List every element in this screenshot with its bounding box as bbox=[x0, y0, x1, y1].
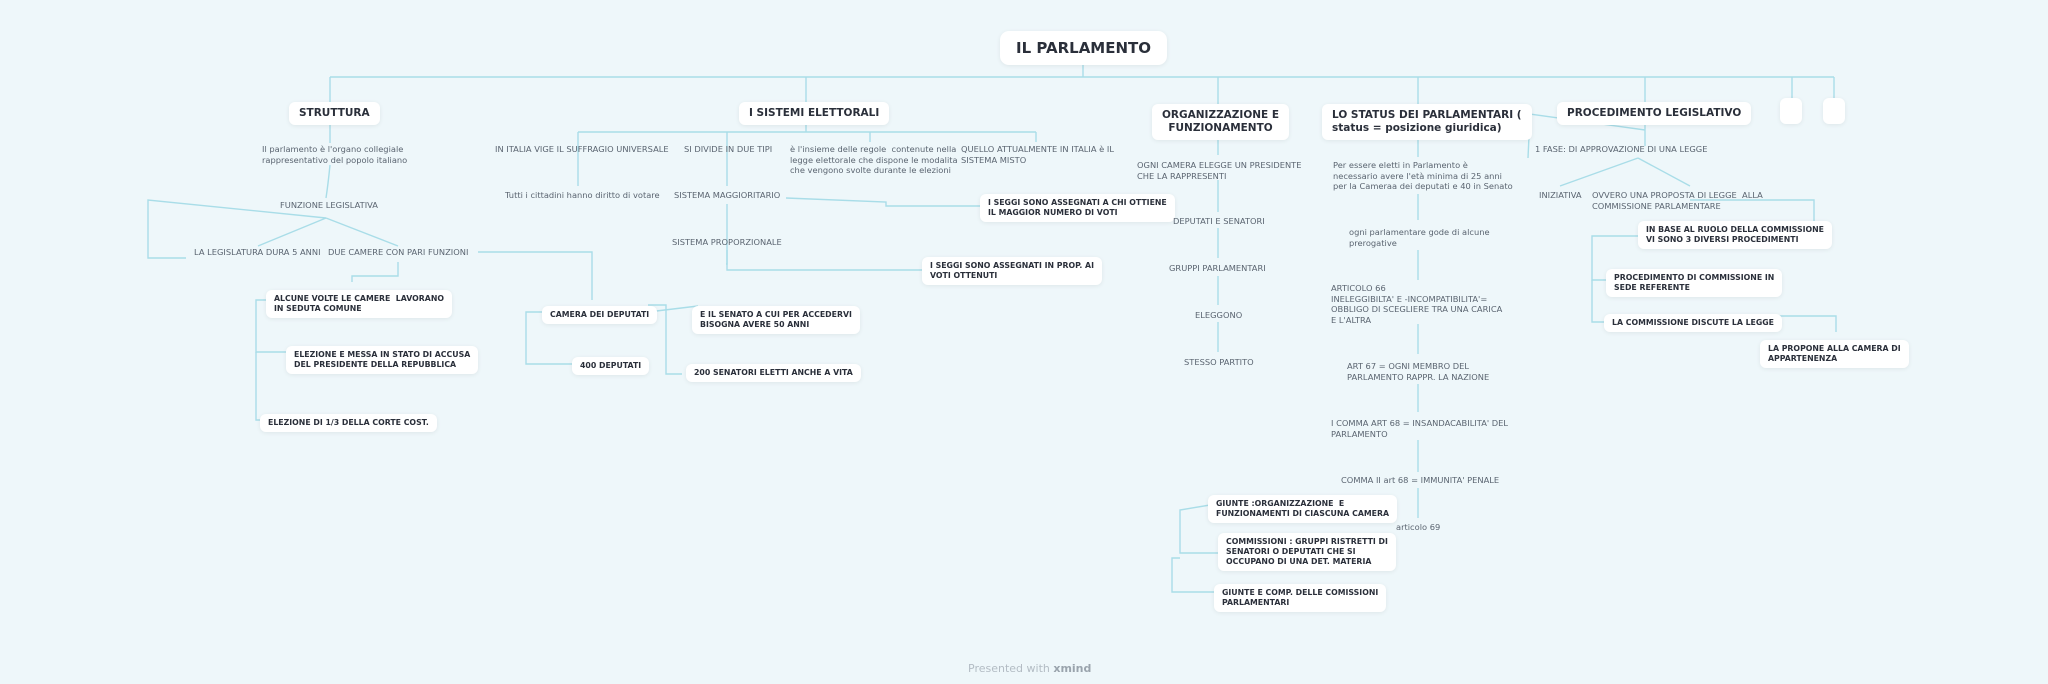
elezione-corte-cost[interactable]: ELEZIONE DI 1/3 DELLA CORTE COST. bbox=[260, 414, 437, 432]
propone-alla-camera[interactable]: LA PROPONE ALLA CAMERA DI APPARTENENZA bbox=[1760, 340, 1909, 368]
200-senatori[interactable]: 200 SENATORI ELETTI ANCHE A VITA bbox=[686, 364, 861, 382]
sistema-misto: QUELLO ATTUALMENTE IN ITALIA è IL SISTEMA MISTO bbox=[961, 144, 1114, 165]
iniziativa: INIZIATIVA bbox=[1539, 190, 1582, 200]
senato[interactable]: E IL SENATO A CUI PER ACCEDERVI BISOGNA AVERE 50 ANNI bbox=[692, 306, 860, 334]
suffragio-universale: IN ITALIA VIGE IL SUFFRAGIO UNIVERSALE bbox=[495, 144, 669, 154]
sistema-proporzionale: SISTEMA PROPORZIONALE bbox=[672, 237, 782, 247]
topic-organizzazione-label: ORGANIZZAZIONE E FUNZIONAMENTO bbox=[1162, 109, 1280, 134]
due-tipi: SI DIVIDE IN DUE TIPI bbox=[684, 144, 773, 154]
xmind-brand: xmind bbox=[1053, 662, 1092, 675]
topic-procedimento-legislativo[interactable]: PROCEDIMENTO LEGISLATIVO bbox=[1557, 102, 1751, 125]
proposta-di-legge: OVVERO UNA PROPOSTA DI LEGGE ALLA COMMISSIONE PARLAMENTARE bbox=[1592, 190, 1763, 211]
empty-topic-2[interactable] bbox=[1823, 98, 1845, 124]
topic-status-parlamentari[interactable] bbox=[1322, 104, 1532, 140]
stesso-partito: STESSO PARTITO bbox=[1184, 357, 1254, 367]
insieme-regole: è l'insieme delle regole contenute nella legge elettorale che dispone le modalita che vengono svolte durante le elezioni bbox=[790, 144, 958, 175]
presented-with-xmind bbox=[968, 662, 1091, 675]
topic-sistemi-elettorali[interactable]: I SISTEMI ELETTORALI bbox=[739, 102, 889, 125]
articolo-69: articolo 69 bbox=[1396, 522, 1441, 532]
400-deputati[interactable]: 400 DEPUTATI bbox=[572, 357, 649, 375]
articolo-66: ARTICOLO 66 INELEGGIBILTA' E -INCOMPATIBILITA'= OBBLIGO DI SCEGLIERE TRA UNA CARICA E L'ALTRA bbox=[1331, 283, 1503, 325]
prerogative: ogni parlamentare gode di alcune prerogative bbox=[1349, 227, 1490, 248]
commissione-discute[interactable]: LA COMMISSIONE DISCUTE LA LEGGE bbox=[1604, 314, 1782, 332]
funzione-legislativa: FUNZIONE LEGISLATIVA bbox=[280, 200, 378, 210]
articolo-68-comma-1: I COMMA ART 68 = INSANDACABILITA' DEL PARLAMENTO bbox=[1331, 418, 1509, 439]
articolo-67: ART 67 = OGNI MEMBRO DEL PARLAMENTO RAPPR. LA NAZIONE bbox=[1347, 361, 1490, 382]
elezione-presidente[interactable]: ELEZIONE E MESSA IN STATO DI ACCUSA DEL PRESIDENTE DELLA REPUBBLICA bbox=[286, 346, 478, 374]
struttura-intro: Il parlamento è l'organo collegiale rappresentativo del popolo italiano bbox=[262, 144, 408, 165]
legislatura-5-anni: LA LEGISLATURA DURA 5 ANNI bbox=[194, 247, 321, 257]
sede-referente[interactable]: PROCEDIMENTO DI COMMISSIONE IN SEDE REFERENTE bbox=[1606, 269, 1782, 297]
seggi-proporzionali[interactable]: I SEGGI SONO ASSEGNATI IN PROP. AI VOTI OTTENUTI bbox=[922, 257, 1102, 285]
sistema-maggioritario: SISTEMA MAGGIORITARIO bbox=[674, 190, 781, 200]
presidente-camera: OGNI CAMERA ELEGGE UN PRESIDENTE CHE LA RAPPRESENTI bbox=[1137, 160, 1302, 181]
seduta-comune[interactable]: ALCUNE VOLTE LE CAMERE LAVORANO IN SEDUTA COMUNE bbox=[266, 290, 452, 318]
footer-prefix: Presented with bbox=[968, 662, 1054, 675]
topic-status-label: LO STATUS DEI PARLAMENTARI ( status = posizione giuridica) bbox=[1332, 109, 1522, 134]
camera-dei-deputati[interactable]: CAMERA DEI DEPUTATI bbox=[542, 306, 657, 324]
eleggono: ELEGGONO bbox=[1195, 310, 1243, 320]
requisiti-eta: Per essere eletti in Parlamento è necessario avere l'età minima di 25 anni per la Cameraa dei deputati e 40 in Senato bbox=[1333, 160, 1513, 191]
giunte-organizzazione[interactable]: GIUNTE :ORGANIZZAZIONE E FUNZIONAMENTI DI CIASCUNA CAMERA bbox=[1208, 495, 1397, 523]
cittadini-diritto-voto: Tutti i cittadini hanno diritto di votare bbox=[505, 190, 660, 200]
giunte-commissioni[interactable]: GIUNTE E COMP. DELLE COMISSIONI PARLAMENTARI bbox=[1214, 584, 1386, 612]
fase-approvazione: 1 FASE: DI APPROVAZIONE DI UNA LEGGE bbox=[1535, 144, 1708, 154]
due-camere: DUE CAMERE CON PARI FUNZIONI bbox=[328, 247, 469, 257]
ruolo-commissione[interactable]: IN BASE AL RUOLO DELLA COMMISSIONE VI SONO 3 DIVERSI PROCEDIMENTI bbox=[1638, 221, 1832, 249]
empty-topic-1[interactable] bbox=[1780, 98, 1802, 124]
articolo-68-comma-2: COMMA II art 68 = IMMUNITA' PENALE bbox=[1341, 475, 1500, 485]
commissioni[interactable]: COMMISSIONI : GRUPPI RISTRETTI DI SENATORI O DEPUTATI CHE SI OCCUPANO DI UNA DET. MATERIA bbox=[1218, 533, 1396, 571]
gruppi-parlamentari: GRUPPI PARLAMENTARI bbox=[1169, 263, 1266, 273]
seggi-maggior-numero[interactable]: I SEGGI SONO ASSEGNATI A CHI OTTIENE IL MAGGIOR NUMERO DI VOTI bbox=[980, 194, 1175, 222]
topic-organizzazione[interactable] bbox=[1152, 104, 1289, 140]
root-topic[interactable]: IL PARLAMENTO bbox=[1000, 31, 1167, 65]
topic-struttura[interactable]: STRUTTURA bbox=[289, 102, 380, 125]
deputati-e-senatori: DEPUTATI E SENATORI bbox=[1173, 216, 1265, 226]
